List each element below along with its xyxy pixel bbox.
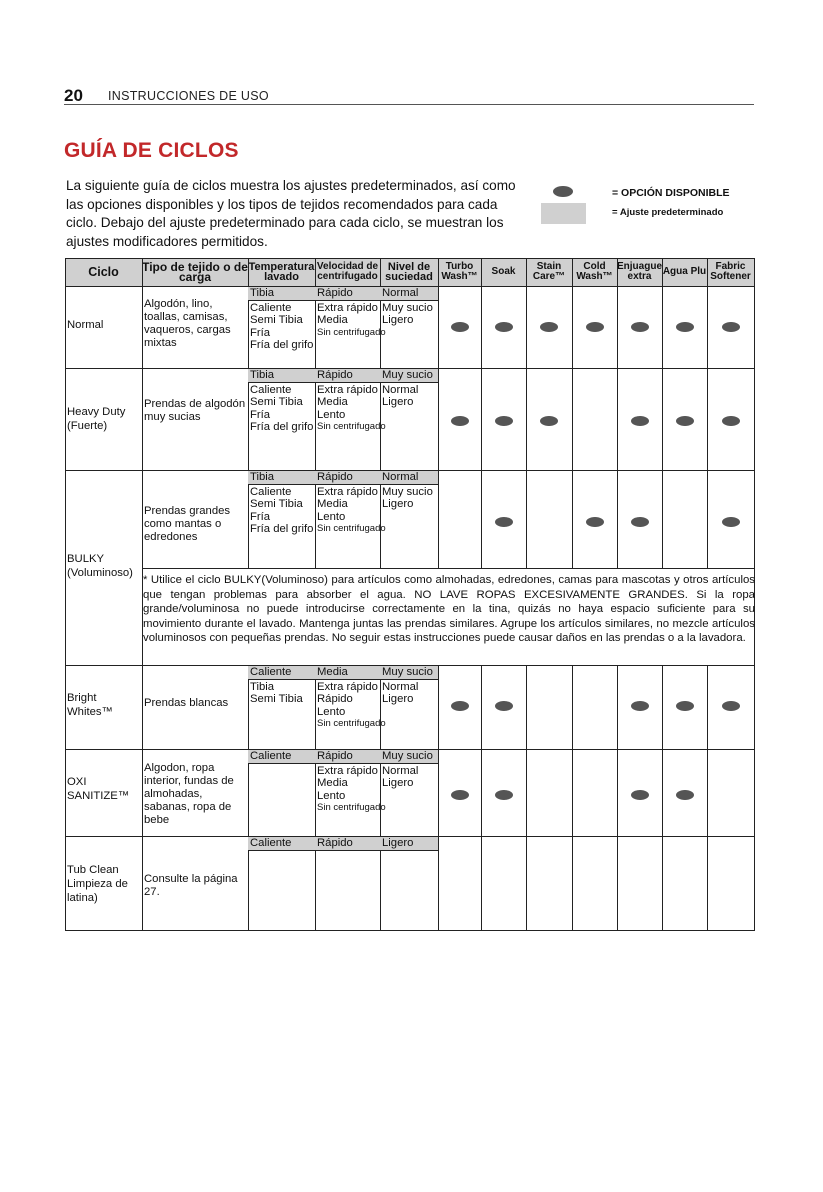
cycle-name: OXI SANITIZE™	[67, 776, 130, 802]
header-rule	[64, 104, 754, 105]
option-available-icon	[451, 416, 469, 426]
setting-option: Extra rápido	[317, 681, 378, 693]
column-divider	[572, 836, 573, 930]
column-divider	[617, 470, 618, 568]
column-header: Turbo Wash™	[441, 260, 478, 282]
default-setting: Normal	[380, 471, 438, 485]
column-divider	[707, 286, 708, 368]
column-divider	[248, 258, 249, 286]
column-header: Cold Wash™	[576, 260, 613, 282]
setting-options	[315, 384, 386, 434]
fabric-type: Prendas de algodón muy sucias	[144, 398, 246, 423]
option-available-icon	[495, 322, 513, 332]
column-divider	[662, 749, 663, 836]
default-setting: Normal	[380, 287, 438, 301]
option-available-icon	[676, 322, 694, 332]
setting-option: Semi Tibia	[250, 498, 303, 511]
default-setting: Caliente	[248, 837, 315, 851]
legend-available-icon	[553, 186, 573, 197]
page-title: GUÍA DE CICLOS	[64, 139, 239, 162]
column-divider	[526, 836, 527, 930]
setting-options	[380, 765, 440, 790]
default-setting: Media	[315, 666, 380, 680]
setting-option: Fría	[250, 510, 271, 523]
column-divider	[617, 286, 618, 368]
column-divider	[707, 665, 708, 749]
legend-available-label: = OPCIÓN DISPONIBLE	[612, 187, 730, 199]
option-available-icon	[676, 701, 694, 711]
setting-option: Caliente	[250, 302, 292, 314]
setting-option: Semi Tibia	[250, 396, 303, 409]
setting-options	[315, 765, 386, 815]
column-header: Agua Plu	[662, 265, 707, 277]
setting-options	[248, 302, 317, 352]
column-header: Enjuague extra	[617, 260, 663, 282]
default-setting: Tibia	[248, 369, 315, 383]
option-available-icon	[722, 416, 740, 426]
setting-option: Ligero	[382, 396, 414, 409]
option-available-icon	[631, 517, 649, 527]
column-divider	[438, 665, 439, 749]
column-divider	[481, 286, 482, 368]
setting-option: Sin centrifugado	[317, 523, 386, 535]
column-divider	[526, 470, 527, 568]
setting-option: Muy sucio	[382, 486, 433, 498]
column-divider	[438, 286, 439, 368]
fabric-type: Consulte la página 27.	[144, 873, 238, 898]
setting-option: Normal	[382, 384, 419, 396]
column-header: Tipo de tejido o de carga	[142, 259, 248, 284]
default-setting: Tibia	[248, 471, 315, 485]
setting-option: Extra rápido	[317, 765, 378, 777]
option-available-icon	[451, 790, 469, 800]
default-setting: Rápido	[315, 471, 380, 485]
column-divider	[617, 258, 618, 286]
default-setting: Rápido	[315, 837, 380, 851]
column-divider	[617, 368, 618, 470]
section-title: INSTRUCCIONES DE USO	[108, 89, 269, 103]
setting-option: Sin centrifugado	[317, 802, 386, 814]
legend-default-label: = Ajuste predeterminado	[612, 207, 724, 218]
setting-options	[380, 486, 440, 511]
setting-option: Ligero	[382, 314, 414, 327]
setting-options	[380, 302, 440, 327]
option-available-icon	[722, 517, 740, 527]
column-header: Soak	[491, 265, 516, 277]
option-available-icon	[722, 322, 740, 332]
cycle-name: Bright Whites™	[67, 692, 113, 718]
column-divider	[662, 368, 663, 470]
column-header: Temperatura lavado	[248, 260, 315, 283]
legend-default-swatch	[541, 203, 586, 224]
option-available-icon	[631, 790, 649, 800]
option-available-icon	[586, 517, 604, 527]
setting-option: Lento	[317, 408, 346, 421]
column-header: Fabric Softener	[710, 260, 751, 282]
column-divider	[662, 470, 663, 568]
setting-options	[248, 681, 317, 706]
page-number: 20	[64, 86, 83, 105]
column-divider	[572, 665, 573, 749]
row-divider	[142, 568, 754, 569]
column-divider	[481, 665, 482, 749]
column-divider	[617, 749, 618, 836]
option-available-icon	[451, 701, 469, 711]
setting-option: Caliente	[250, 384, 292, 396]
column-divider	[707, 258, 708, 286]
column-divider	[481, 258, 482, 286]
column-divider	[707, 749, 708, 836]
setting-option: Media	[317, 314, 348, 327]
intro-paragraph: La siguiente guía de ciclos muestra los ajustes predeterminados, así como las opciones disponibles y los tipos de tejidos recomendados para cada ciclo. Debajo del ajuste predeterminado para cada ciclo, se muestran los ajustes modificadores permitidos.	[66, 178, 516, 249]
setting-option: Lento	[317, 510, 346, 523]
setting-option: Ligero	[382, 498, 414, 511]
column-divider	[315, 258, 316, 286]
setting-option: Normal	[382, 681, 419, 693]
setting-option: Media	[317, 777, 348, 790]
setting-option: Tibia	[250, 681, 275, 693]
column-divider	[526, 258, 527, 286]
setting-option: Lento	[317, 789, 346, 802]
column-divider	[380, 258, 381, 286]
setting-option: Ligero	[382, 777, 414, 790]
cycle-name: Normal	[67, 319, 104, 331]
setting-option: Sin centrifugado	[317, 326, 386, 338]
option-available-icon	[495, 701, 513, 711]
setting-option: Semi Tibia	[250, 314, 303, 327]
column-divider	[481, 836, 482, 930]
column-divider	[707, 368, 708, 470]
default-setting: Rápido	[315, 287, 380, 301]
option-available-icon	[540, 322, 558, 332]
setting-options	[315, 486, 386, 536]
default-setting: Ligero	[380, 837, 438, 851]
setting-option: Fría del grifo	[250, 421, 314, 434]
column-divider	[481, 749, 482, 836]
setting-option: Media	[317, 498, 348, 511]
default-setting: Caliente	[248, 666, 315, 680]
setting-option: Ligero	[382, 693, 414, 706]
setting-option: Media	[317, 396, 348, 409]
fabric-type: Prendas grandes como mantas o edredones	[144, 505, 231, 543]
option-available-icon	[722, 701, 740, 711]
default-setting: Rápido	[315, 750, 380, 764]
setting-option: Normal	[382, 765, 419, 777]
setting-option: Semi Tibia	[250, 693, 303, 706]
column-divider	[662, 665, 663, 749]
column-divider	[617, 665, 618, 749]
column-divider	[438, 749, 439, 836]
option-available-icon	[676, 790, 694, 800]
column-divider	[572, 286, 573, 368]
setting-option: Extra rápido	[317, 486, 378, 498]
cycle-name: Heavy Duty (Fuerte)	[67, 406, 126, 432]
option-available-icon	[495, 416, 513, 426]
column-divider	[662, 836, 663, 930]
setting-option: Muy sucio	[382, 302, 433, 314]
column-divider	[707, 836, 708, 930]
column-header: Velocidad de centrifugado	[316, 260, 379, 282]
option-available-icon	[495, 790, 513, 800]
column-divider	[481, 470, 482, 568]
setting-options	[248, 486, 317, 536]
column-divider	[707, 470, 708, 568]
setting-option: Extra rápido	[317, 384, 378, 396]
setting-options	[380, 681, 440, 706]
column-divider	[572, 368, 573, 470]
option-available-icon	[451, 322, 469, 332]
column-divider	[526, 368, 527, 470]
column-divider	[662, 258, 663, 286]
default-setting: Muy sucio	[380, 666, 438, 680]
default-setting: Rápido	[315, 369, 380, 383]
option-available-icon	[540, 416, 558, 426]
setting-option: Fría	[250, 326, 271, 339]
setting-option: Fría del grifo	[250, 523, 314, 536]
setting-option: Lento	[317, 705, 346, 718]
column-divider	[572, 258, 573, 286]
column-header: Stain Care™	[532, 260, 566, 282]
option-available-icon	[631, 322, 649, 332]
setting-option: Caliente	[250, 486, 292, 498]
cycle-name: BULKY (Voluminoso)	[67, 553, 133, 579]
column-divider	[438, 258, 439, 286]
fabric-type: Algodón, lino, toallas, camisas, vaqueros, cargas mixtas	[144, 298, 231, 349]
column-divider	[662, 286, 663, 368]
setting-option: Extra rápido	[317, 302, 378, 314]
setting-options	[248, 384, 317, 434]
setting-option: Sin centrifugado	[317, 421, 386, 433]
column-divider	[438, 836, 439, 930]
setting-options	[315, 681, 386, 731]
column-divider	[481, 368, 482, 470]
option-available-icon	[631, 416, 649, 426]
option-available-icon	[586, 322, 604, 332]
column-header: Nivel de suciedad	[385, 260, 433, 283]
setting-option: Fría del grifo	[250, 339, 314, 352]
column-divider	[526, 286, 527, 368]
default-setting: Muy sucio	[380, 369, 438, 383]
cycle-name: Tub Clean Limpieza de latina)	[67, 864, 128, 904]
bulky-note: * Utilice el ciclo BULKY(Voluminoso) para artículos como almohadas, edredones, camas para mascotas y otros artículos que tengan problemas para absorber el agua. NO LAVE ROPAS EXCESIVAMENTE GRANDES. Si la ropa grande/voluminosa no puede introducirse correctamente en la tina, quizás no haya espacio suficiente para su movimiento durante el lavado. Mantenga juntas las prendas similares. Agrupe los artículos similares, no mezcle artículos voluminosos con pequeñas prendas. No seguir estas instrucciones puede causar daños en las prendas o a la lavadora.	[143, 574, 755, 645]
column-divider	[526, 749, 527, 836]
column-divider	[526, 665, 527, 749]
default-setting: Caliente	[248, 750, 315, 764]
setting-options	[315, 302, 386, 339]
option-available-icon	[495, 517, 513, 527]
option-available-icon	[676, 416, 694, 426]
setting-options	[380, 384, 440, 409]
fabric-type: Prendas blancas	[144, 697, 229, 709]
column-divider	[617, 836, 618, 930]
column-header: Ciclo	[88, 264, 119, 279]
setting-option: Sin centrifugado	[317, 718, 386, 730]
default-setting: Muy sucio	[380, 750, 438, 764]
fabric-type: Algodon, ropa interior, fundas de almohadas, sabanas, ropa de bebe	[144, 762, 234, 826]
column-divider	[438, 470, 439, 568]
option-available-icon	[631, 701, 649, 711]
setting-option: Fría	[250, 408, 271, 421]
default-setting: Tibia	[248, 287, 315, 301]
column-divider	[572, 470, 573, 568]
setting-option: Rápido	[317, 693, 353, 706]
column-divider	[572, 749, 573, 836]
